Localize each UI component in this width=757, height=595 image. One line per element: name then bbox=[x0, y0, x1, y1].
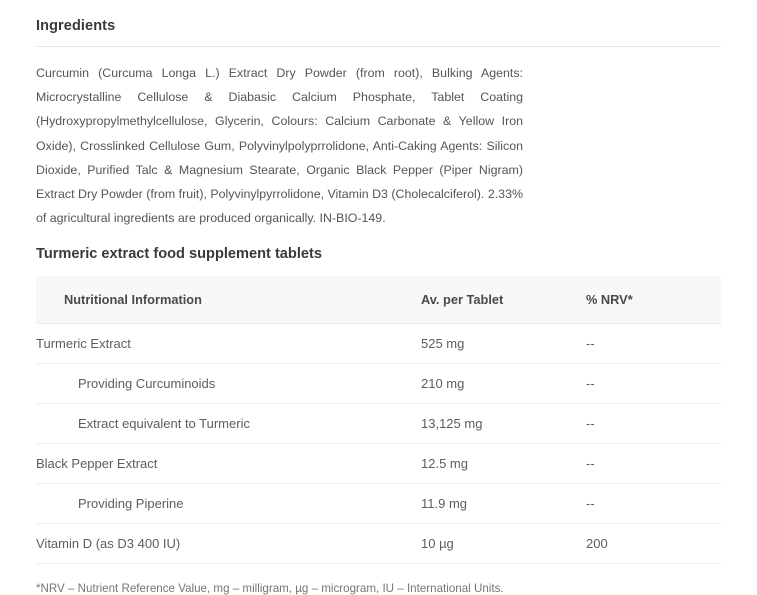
row-nrv: -- bbox=[586, 364, 721, 404]
row-nrv: -- bbox=[586, 484, 721, 524]
table-footnote: *NRV – Nutrient Reference Value, mg – milligram, µg – microgram, IU – International Units. bbox=[36, 582, 504, 595]
column-header-av-per-tablet: Av. per Tablet bbox=[421, 276, 586, 324]
row-amount: 12.5 mg bbox=[421, 444, 586, 484]
row-amount: 10 µg bbox=[421, 524, 586, 564]
divider bbox=[36, 46, 721, 47]
table-row bbox=[36, 404, 721, 444]
nutritional-information-table bbox=[36, 276, 721, 564]
table-row bbox=[36, 484, 721, 524]
row-label: Extract equivalent to Turmeric bbox=[36, 404, 421, 444]
table-header bbox=[36, 276, 721, 324]
row-nrv: -- bbox=[586, 324, 721, 364]
column-header-nutritional-information: Nutritional Information bbox=[36, 276, 421, 324]
table-row bbox=[36, 524, 721, 564]
row-amount: 210 mg bbox=[421, 364, 586, 404]
row-label: Providing Curcuminoids bbox=[36, 364, 421, 404]
column-header-nrv: % NRV* bbox=[586, 276, 721, 324]
table-row bbox=[36, 444, 721, 484]
row-amount: 13,125 mg bbox=[421, 404, 586, 444]
table-header-row bbox=[36, 276, 721, 324]
ingredients-text: Curcumin (Curcuma Longa L.) Extract Dry Powder (from root), Bulking Agents: Microcrystalline Cellulose & Diabasic Calcium Phosphate, Tablet Coating (Hydroxypropylmethylcellulose, Glycerin, Colours: Calcium Carbonate & Yellow Iron Oxide), Crosslinked Cellulose Gum, Polyvinylpolyprrolidone, Anti-Caking Agents: Silicon Dioxide, Purified Talc & Magnesium Stearate, Organic Black Pepper (Piper Nigram) Extract Dry Powder (from fruit), Polyvinylpyrrolidone, Vitamin D3 (Cholecalciferol). 2.33% of agricultural ingredients are produced organically. IN-BIO-149. bbox=[36, 66, 523, 226]
product-title: Turmeric extract food supplement tablets bbox=[36, 246, 322, 263]
row-label: Black Pepper Extract bbox=[36, 444, 421, 484]
row-nrv: -- bbox=[586, 404, 721, 444]
row-label: Turmeric Extract bbox=[36, 324, 421, 364]
row-amount: 11.9 mg bbox=[421, 484, 586, 524]
table-row bbox=[36, 364, 721, 404]
row-nrv: -- bbox=[586, 444, 721, 484]
row-label: Providing Piperine bbox=[36, 484, 421, 524]
row-label: Vitamin D (as D3 400 IU) bbox=[36, 524, 421, 564]
row-nrv: 200 bbox=[586, 524, 721, 564]
table-row bbox=[36, 324, 721, 364]
row-amount: 525 mg bbox=[421, 324, 586, 364]
table-body bbox=[36, 324, 721, 564]
ingredients-heading: Ingredients bbox=[36, 18, 116, 34]
